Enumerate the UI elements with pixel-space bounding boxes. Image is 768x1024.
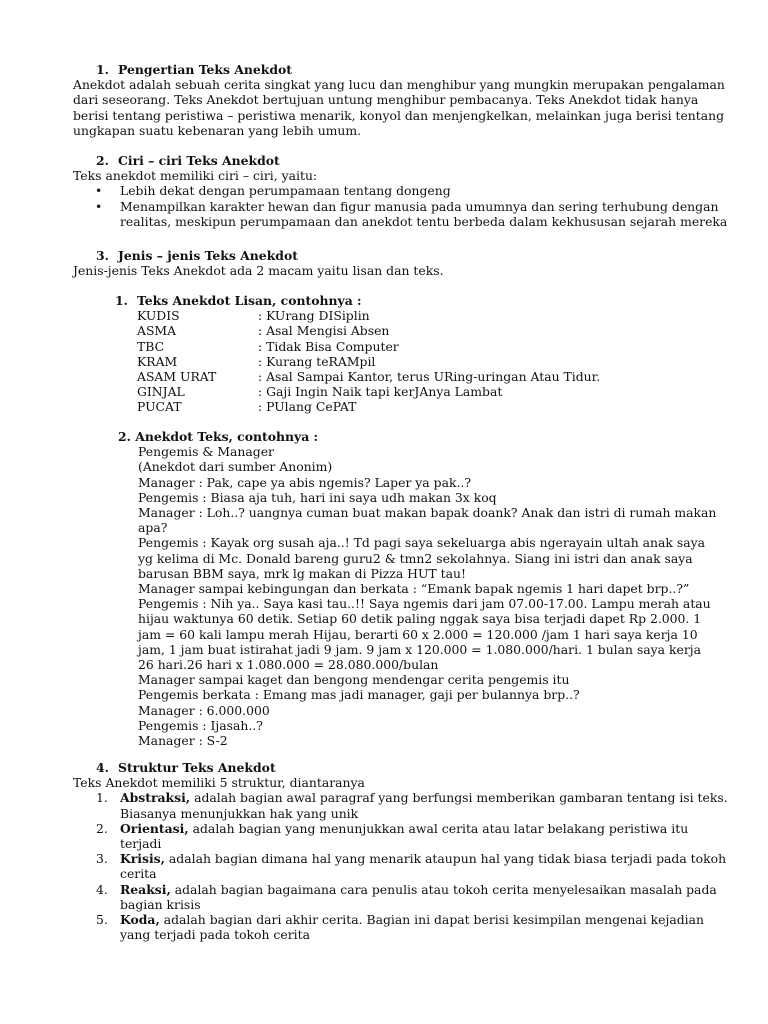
section-heading: 2. Ciri – ciri Teks Anekdot <box>96 153 280 168</box>
story-line: Manager : S-2 <box>138 733 228 749</box>
list-item: • Lebih dekat dengan perumpamaan tentang dongeng <box>73 183 733 198</box>
section-struktur <box>73 760 733 942</box>
list-item: 3. Krisis, adalah bagian dimana hal yang menarik ataupun hal yang tidak biasa terjadi pada tokoh cerita <box>96 851 727 882</box>
abbreviation-row: PUCAT : PUlang CePAT <box>137 399 357 415</box>
abbreviation-row: KUDIS : KUrang DISiplin <box>137 308 370 324</box>
abbreviation-row: GINJAL : Gaji Ingin Naik tapi kerJAnya Lambat <box>137 384 503 400</box>
list-item: 2. Orientasi, adalah bagian yang menunjukkan awal cerita atau latar belakang peristiwa itu terjadi <box>96 820 689 852</box>
anekdot-teks <box>118 429 718 748</box>
story-line: Pengemis : Ijasah..? <box>138 717 263 733</box>
story-line: Pengemis : Nih ya.. Saya kasi tau..!! Saya ngemis dari jam 07.00-17.00. Lampu merah atau hijau waktunya 60 detik. Setiap 60 detik paling nggak saya bisa terjadi dapet Rp 2.000. 1 jam = 60 kali lampu merah Hijau, berarti 60 x 2.000 = 120.000 /jam 1 hari saya kerja 10 jam, 1 jam buat istirahat jadi 9 jam. 9 jam x 120.000 = 1.080.000/hari. 1 bulan saya kerja 26 hari.26 hari x 1.080.000 = 28.080.000/bulan <box>138 596 711 673</box>
abbreviation-list <box>115 308 715 414</box>
abbreviation-row: ASMA : Asal Mengisi Absen <box>137 323 390 339</box>
story-line: Manager sampai kebingungan dan berkata : “Emank bapak ngemis 1 hari dapet brp..?” <box>138 581 690 597</box>
story-line: Manager : 6.000.000 <box>138 702 270 718</box>
story-line: Pengemis : Biasa aja tuh, hari ini saya udh makan 3x koq <box>138 489 497 505</box>
subsection-heading: 1. Teks Anekdot Lisan, contohnya : <box>115 293 362 308</box>
struktur-list <box>73 790 733 942</box>
section-intro: Teks Anekdot memiliki 5 struktur, diantaranya <box>73 775 365 791</box>
section-heading: 1. Pengertian Teks Anekdot <box>96 62 293 77</box>
story-block <box>118 444 718 748</box>
ciri-list <box>73 183 733 229</box>
abbreviation-row: ASAM URAT : Asal Sampai Kantor, terus URing-uringan Atau Tidur. <box>137 369 601 385</box>
section-heading: 3. Jenis – jenis Teks Anekdot <box>96 248 298 263</box>
list-item: 4. Reaksi, adalah bagian bagaimana cara penulis atau tokoh cerita menyelesaikan masalah pada bagian krisis <box>96 881 717 912</box>
story-line: Pengemis : Kayak org susah aja..! Td pagi saya sekeluarga abis ngerayain ultah anak saya yg kelima di Mc. Donald bareng guru2 & tmn2 sekolahnya. Siang ini istri dan anak saya barusan BBM saya, mrk lg makan di Pizza HUT tau! <box>138 535 705 581</box>
section-intro: Teks anekdot memiliki ciri – ciri, yaitu: <box>73 168 318 184</box>
list-item: • Menampilkan karakter hewan dan figur manusia pada umumnya dan sering terhubung dengan realitas, meskipun perumpamaan dan anekdot tentu berbeda dalam kekhususan sejarah mereka <box>73 199 733 229</box>
abbreviation-row: TBC : Tidak Bisa Computer <box>137 338 399 354</box>
subsection-heading: 2. Anekdot Teks, contohnya : <box>118 429 319 444</box>
story-source: (Anekdot dari sumber Anonim) <box>138 459 333 475</box>
list-item: 5. Koda, adalah bagian dari akhir cerita. Bagian ini dapat berisi kesimpilan mengenai kejadian yang terjadi pada tokoh cerita <box>96 912 704 943</box>
story-line: Pengemis berkata : Emang mas jadi manager, gaji per bulannya brp..? <box>138 687 580 703</box>
section-ciri <box>73 153 733 229</box>
anekdot-lisan <box>115 293 715 415</box>
list-item: 1. Abstraksi, adalah bagian awal paragraf yang berfungsi memberikan gambaran tentang isi teks. Biasanya menunjukkan hak yang unik <box>96 790 728 821</box>
abbreviation-row: KRAM : Kurang teRAMpil <box>137 353 376 369</box>
section-heading: 4. Struktur Teks Anekdot <box>96 760 276 775</box>
story-line: Manager sampai kaget dan bengong mendengar cerita pengemis itu <box>138 672 570 688</box>
section-pengertian <box>73 62 733 138</box>
story-line: Manager : Pak, cape ya abis ngemis? Laper ya pak..? <box>138 474 471 490</box>
section-paragraph: Anekdot adalah sebuah cerita singkat yang lucu dan menghibur yang mungkin merupakan pengalaman dari seseorang. Teks Anekdot bertujuan untung menghibur pembacanya. Teks Anekdot tidak hanya berisi tentang peristiwa – peristiwa menarik, konyol dan menjengkelkan, melainkan juga berisi tentang ungkapan suatu kebenaran yang lebih umum. <box>73 77 725 138</box>
story-line: Manager : Loh..? uangnya cuman buat makan bapak doank? Anak dan istri di rumah makan apa? <box>138 505 717 536</box>
story-title: Pengemis & Manager <box>138 444 274 460</box>
section-intro: Jenis-jenis Teks Anekdot ada 2 macam yaitu lisan dan teks. <box>73 263 444 279</box>
section-jenis <box>73 248 733 278</box>
